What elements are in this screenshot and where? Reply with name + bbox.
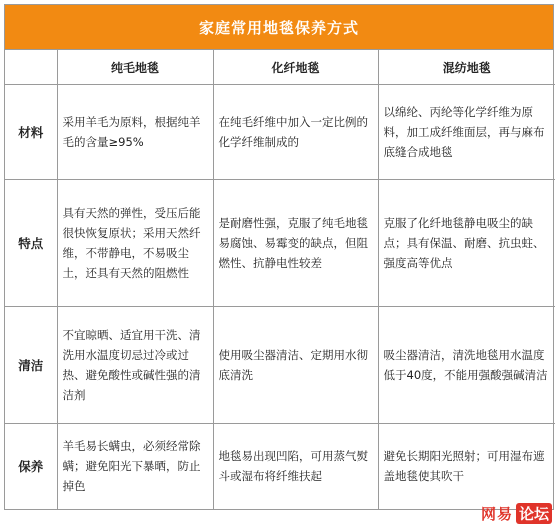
comparison-table-frame [4, 4, 554, 510]
table-row [5, 85, 555, 180]
header-blend: 混纺地毯 [378, 50, 555, 85]
watermark-brand: 网易 [480, 505, 513, 523]
row-label: 清洁 [5, 307, 57, 424]
cell-wool: 羊毛易长螨虫，必须经常除螨；避免阳光下暴晒，防止掉色 [57, 424, 213, 509]
table-row [5, 424, 555, 509]
cell-synthetic: 是耐磨性强，克服了纯毛地毯易腐蚀、易霉变的缺点，但阻燃性、抗静电性较差 [213, 180, 378, 307]
table-row [5, 180, 555, 307]
cell-wool: 不宜晾晒、适宜用干洗、清洗用水温度切忌过冷或过热、避免酸性或碱性强的清洁剂 [57, 307, 213, 424]
cell-blend: 克服了化纤地毯静电吸尘的缺点；具有保温、耐磨、抗虫蛀、强度高等优点 [378, 180, 555, 307]
cell-blend: 以绵纶、丙纶等化学纤维为原料，加工成纤维面层，再与麻布底缝合成地毯 [378, 85, 555, 180]
header-wool: 纯毛地毯 [57, 50, 213, 85]
row-label: 材料 [5, 85, 57, 180]
table-row [5, 307, 555, 424]
watermark-forum: 论坛 [516, 503, 552, 524]
header-synthetic: 化纤地毯 [213, 50, 378, 85]
row-label: 特点 [5, 180, 57, 307]
cell-blend: 避免长期阳光照射；可用湿布遮盖地毯使其吹干 [378, 424, 555, 509]
carpet-care-table [5, 50, 555, 509]
cell-wool: 采用羊毛为原料，根据纯羊毛的含量≥95% [57, 85, 213, 180]
cell-blend: 吸尘器清洁，清洗地毯用水温度低于40度，不能用强酸强碱清洁 [378, 307, 555, 424]
table-title: 家庭常用地毯保养方式 [5, 5, 553, 50]
cell-wool: 具有天然的弹性，受压后能很快恢复原状；采用天然纤维，不带静电，不易吸尘土，还具有天然的阻燃性 [57, 180, 213, 307]
header-corner [5, 50, 57, 85]
row-label: 保养 [5, 424, 57, 509]
cell-synthetic: 使用吸尘器清洁、定期用水彻底清洗 [213, 307, 378, 424]
netease-forum-watermark [481, 503, 552, 524]
cell-synthetic: 在纯毛纤维中加入一定比例的化学纤维制成的 [213, 85, 378, 180]
header-row [5, 50, 555, 85]
cell-synthetic: 地毯易出现凹陷，可用蒸气熨斗或湿布将纤维扶起 [213, 424, 378, 509]
